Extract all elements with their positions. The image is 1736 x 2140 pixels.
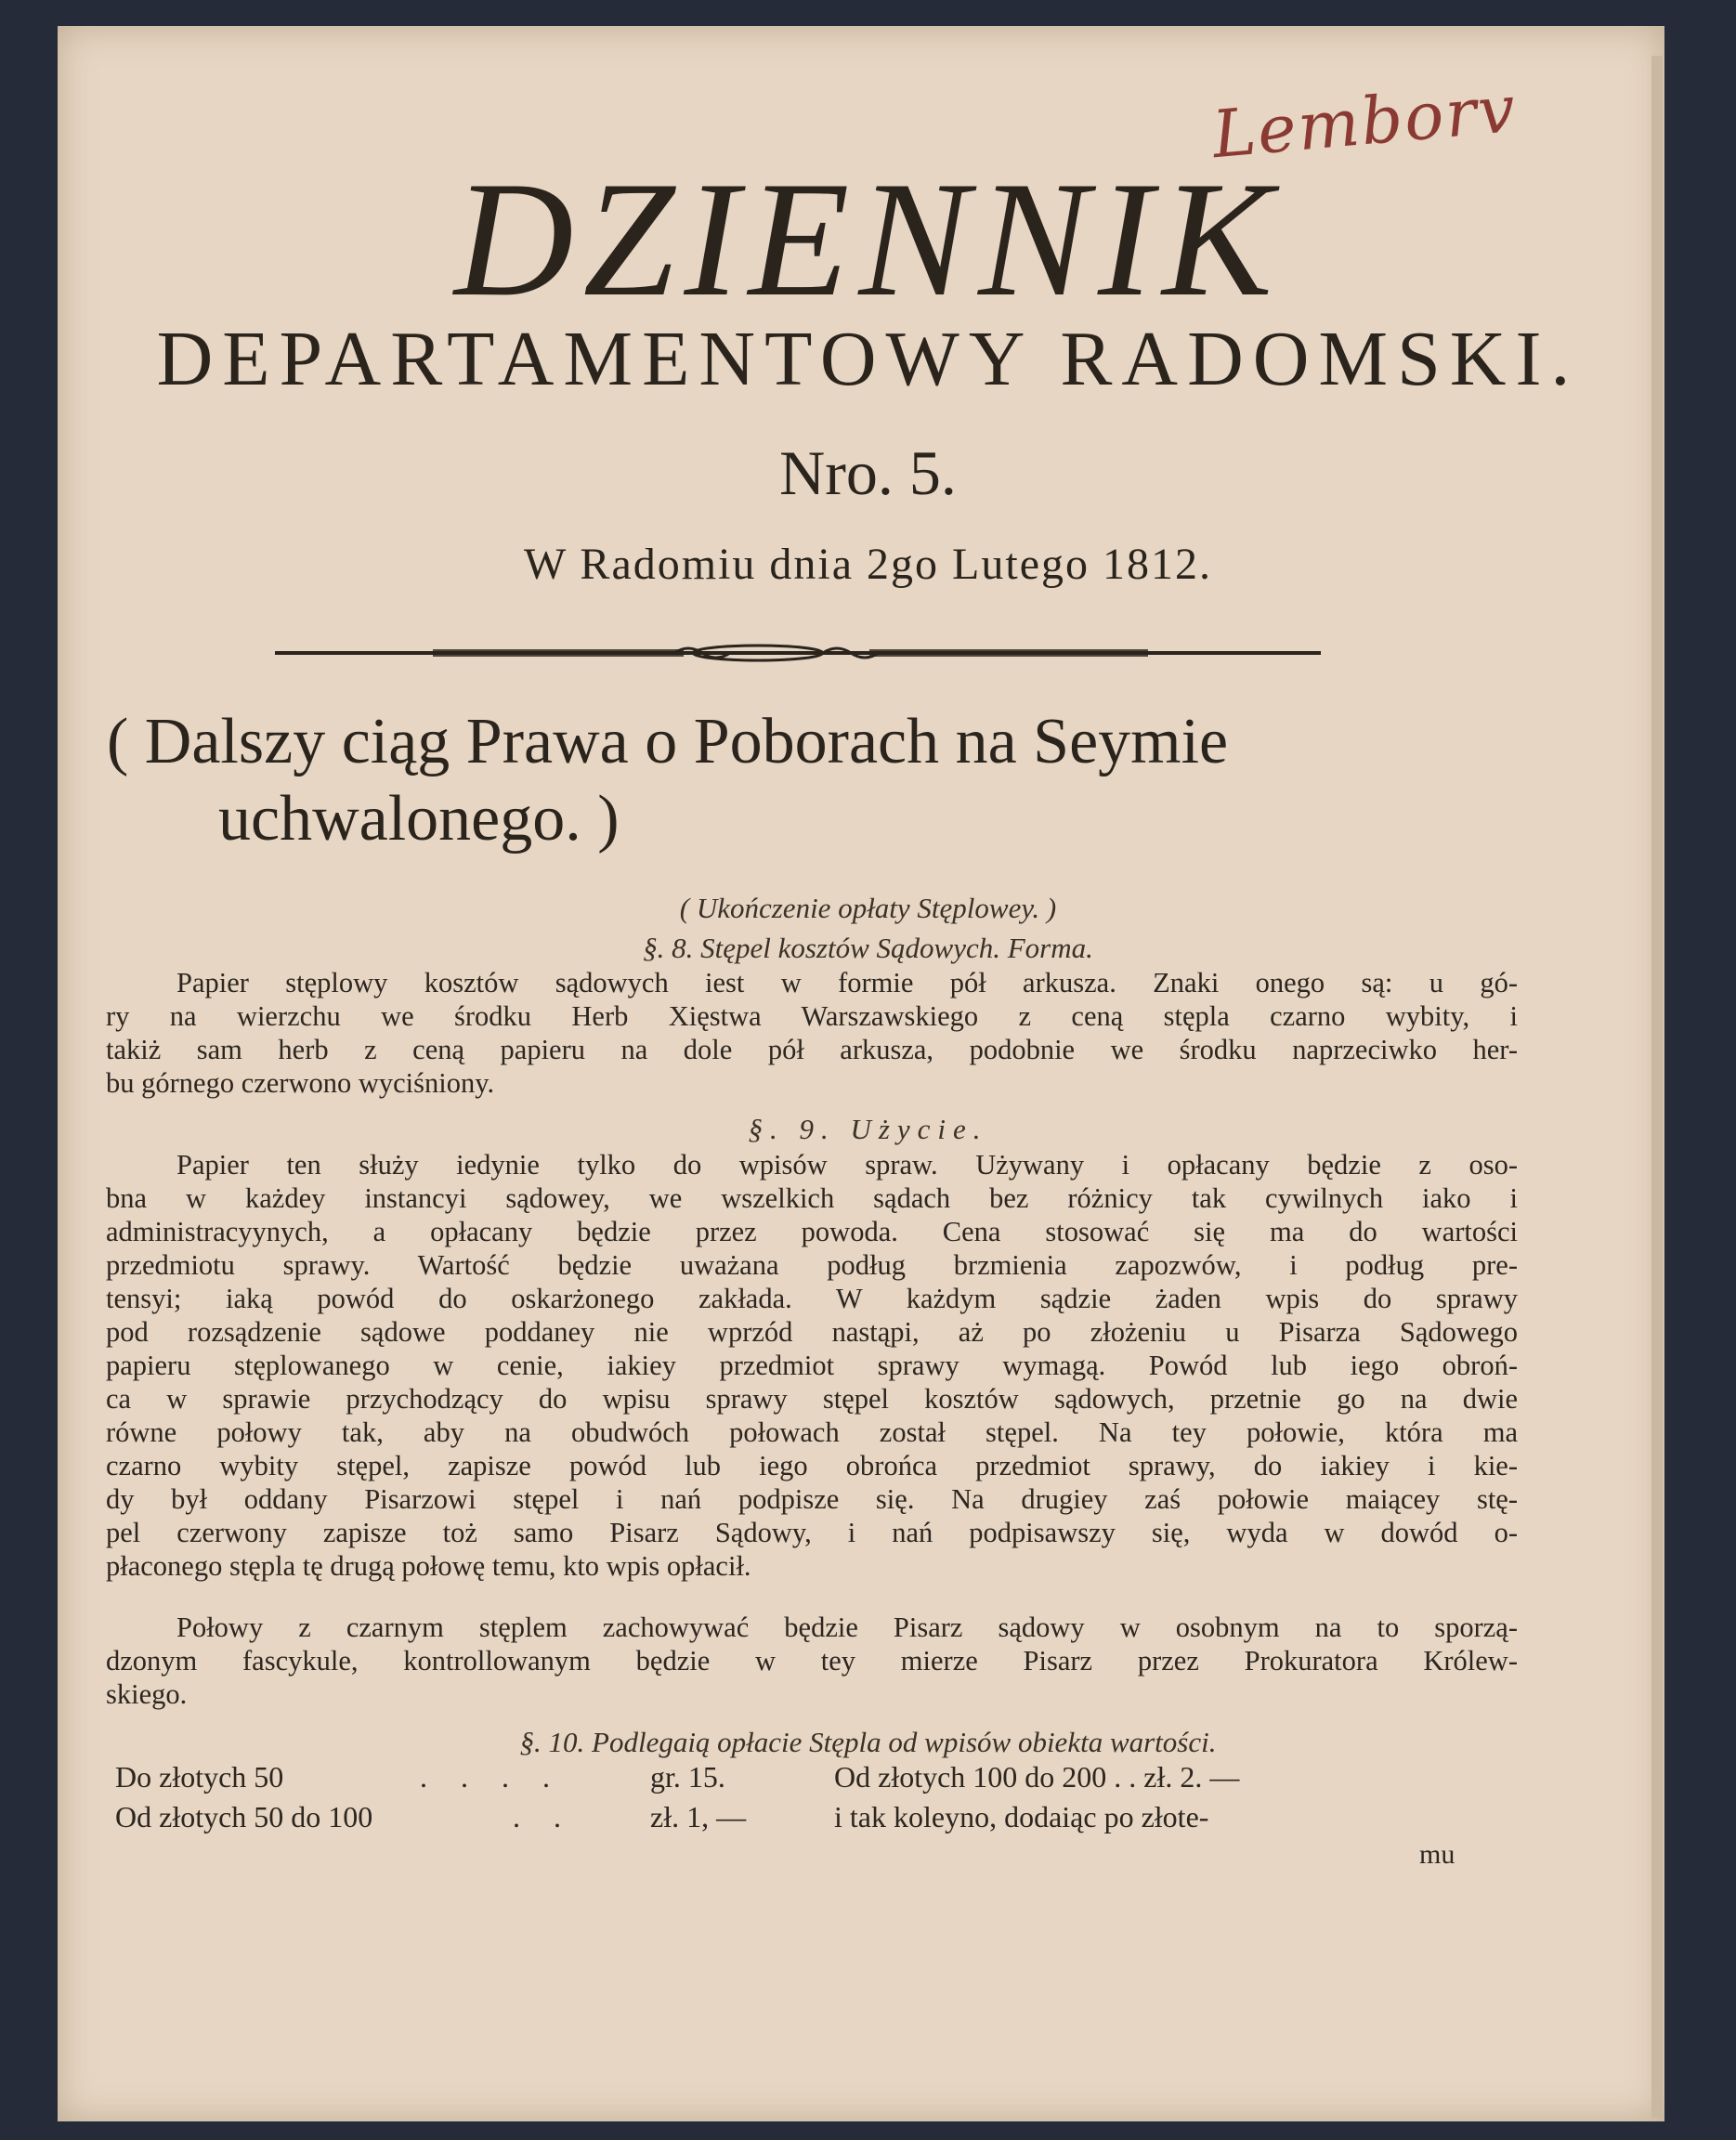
fee-range: Od złotych 50 do 100 — [115, 1800, 373, 1833]
fee-dots: . . . . — [420, 1760, 563, 1794]
masthead-title: DZIENNIK — [454, 147, 1282, 331]
text-line: administracyynych, a opłacany będzie przez powoda. Cena stosować się ma do wartości — [106, 1216, 1518, 1247]
text-line: Papier ten służy iedynie tylko do wpisów spraw. Używany i opłacany będzie z oso- — [176, 1149, 1518, 1181]
article-title — [107, 704, 1556, 857]
text-line: dy był oddany Pisarzowi stępel i nań podpisze się. Na drugiey zaś połowie maiącey stę- — [106, 1483, 1518, 1515]
section9-paragraph — [106, 1148, 1518, 1583]
article-title-line2: uchwalonego. ) — [218, 782, 620, 855]
text-line: równe połowy tak, aby na obudwóch połowach został stępel. Na tey połowie, która ma — [106, 1416, 1518, 1448]
fee-amount: gr. 15. — [650, 1760, 725, 1794]
text-line: płaconego stępla tę drugą połowę temu, kto wpis opłacił. — [106, 1550, 751, 1582]
masthead-subtitle: DEPARTAMENTOWY RADOMSKI. — [156, 316, 1580, 402]
section9-paragraph2 — [106, 1611, 1518, 1711]
fee-range-right: Od złotych 100 do 200 . . zł. 2. — — [834, 1760, 1240, 1794]
text-line: tensyi; iaką powód do oskarżonego zakłada. W każdym sądzie żaden wpis do sprawy — [106, 1283, 1518, 1314]
text-line: takiż sam herb z ceną papieru na dole pół arkusza, podobnie we środku naprzeciwko her- — [106, 1034, 1518, 1065]
text-line: przedmiotu sprawy. Wartość będzie uważana podług brzmienia zapozwów, i podług pre- — [106, 1249, 1518, 1281]
date-line: W Radomiu dnia 2go Lutego 1812. — [523, 540, 1213, 589]
section8-heading: §. 8. Stępel kosztów Sądowych. Forma. — [643, 932, 1093, 964]
text-line: pel czerwony zapisze toż samo Pisarz Sądowy, i nań podpisawszy się, wyda w dowód o- — [106, 1517, 1518, 1548]
fee-row — [115, 1760, 1490, 1794]
text-line: ry na wierzchu we środku Herb Xięstwa Warszawskiego z ceną stępla czarno wybity, i — [106, 1000, 1518, 1032]
text-line: dzonym fascykule, kontrollowanym będzie w tey mierze Pisarz przez Prokuratora Królew- — [106, 1645, 1518, 1677]
text-line: ca w sprawie przychodzący do wpisu sprawy stępel kosztów sądowych, przetnie go na dwie — [106, 1383, 1518, 1415]
fee-range: Do złotych 50 — [115, 1760, 284, 1794]
text-line: skiego. — [106, 1678, 188, 1710]
article-title-line1: ( Dalszy ciąg Prawa o Poborach na Seymie — [107, 706, 1229, 777]
issue-number: Nro. 5. — [779, 437, 957, 508]
section8-paragraph — [106, 966, 1518, 1100]
text-line: bu górnego czerwono wyciśniony. — [106, 1067, 495, 1099]
text-line: Połowy z czarnym stęplem zachowywać będzie Pisarz sądowy w osobnym na to sporzą- — [176, 1612, 1518, 1643]
fee-dots: . . — [513, 1800, 574, 1833]
article-subtitle: ( Ukończenie opłaty Stęplowey. ) — [679, 892, 1057, 924]
fee-amount: zł. 1, — — [650, 1800, 747, 1833]
ornamental-divider — [275, 641, 1321, 667]
text-line: czarno wybity stępel, zapisze powód lub iego obrońca przedmiot sprawy, do iakiey i kie- — [106, 1450, 1518, 1481]
catchword: mu — [1419, 1839, 1455, 1870]
fee-row — [115, 1800, 1490, 1834]
text-line: pod rozsądzenie sądowe poddaney nie wprzód nastąpi, aż po złożeniu u Pisarza Sądowego — [106, 1316, 1518, 1348]
text-line: Papier stęplowy kosztów sądowych iest w formie pół arkusza. Znaki onego są: u gó- — [176, 967, 1518, 998]
handwritten-signature: Lemborv — [1209, 70, 1521, 174]
section10-heading: §. 10. Podlegaią opłacie Stępla od wpisów obiekta wartości. — [519, 1726, 1217, 1758]
section9-heading: §. 9. Użycie. — [748, 1113, 988, 1145]
text-line: bna w każdey instancyi sądowey, we wszelkich sądach bez różnicy tak cywilnych iako i — [106, 1182, 1518, 1214]
text-line: papieru stęplowanego w cenie, iakiey przedmiot sprawy wymagą. Powód lub iego obroń- — [106, 1350, 1518, 1381]
fee-range-right: i tak koleyno, dodaiąc po złote- — [834, 1800, 1209, 1833]
